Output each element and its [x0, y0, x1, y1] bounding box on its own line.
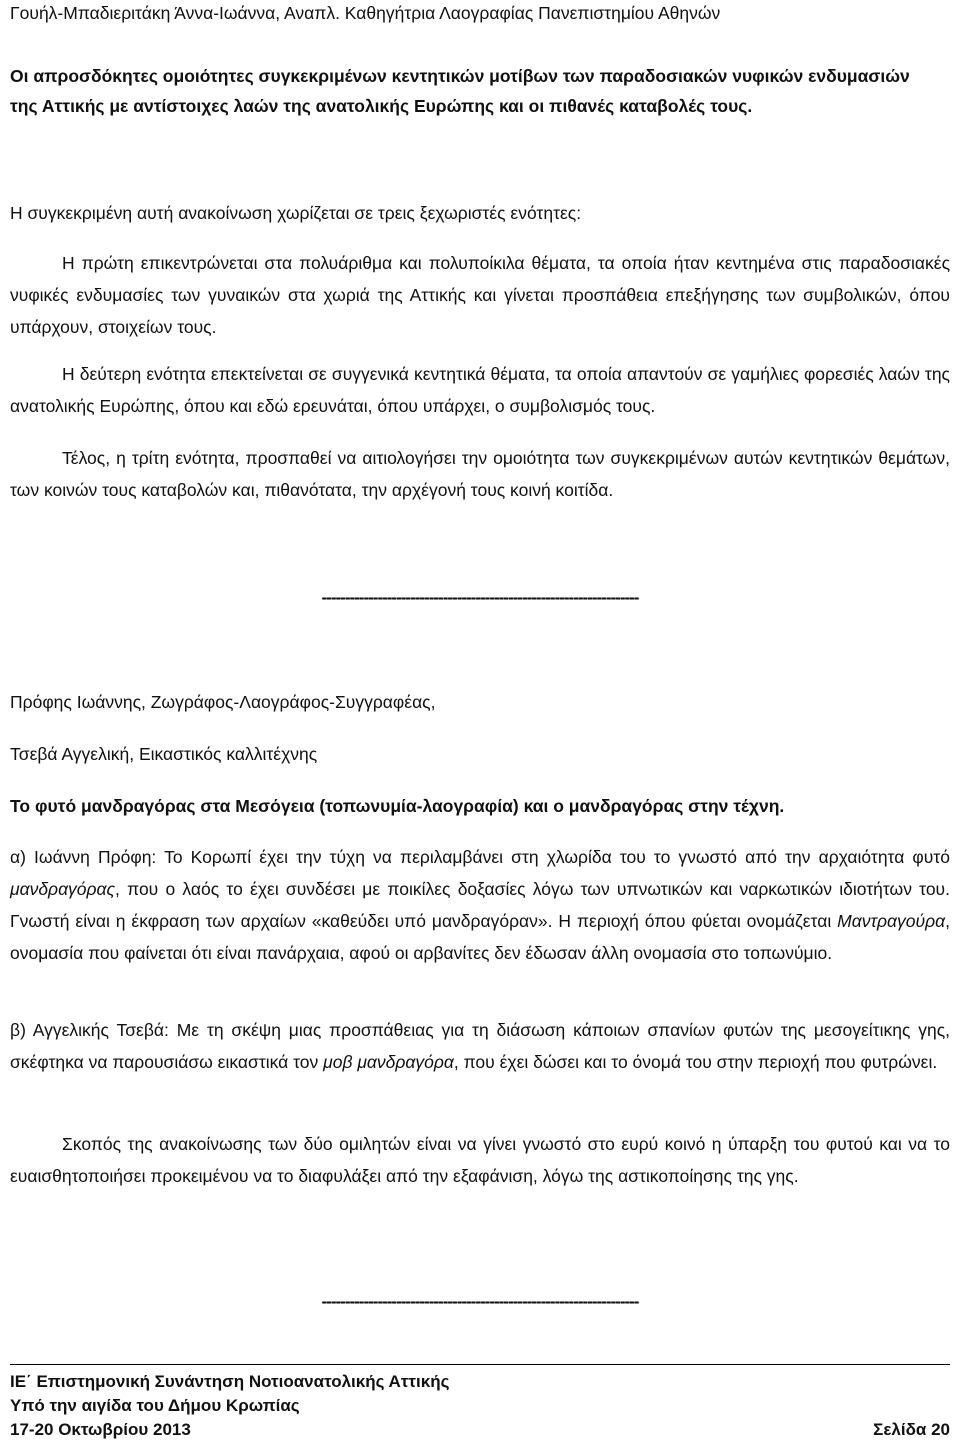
article-2-title: Το φυτό μανδραγόρας στα Μεσόγεια (τοπωνυμία-λαογραφία) και ο μανδραγόρας στην τέχνη.: [10, 796, 785, 816]
footer-patronage: Υπό την αιγίδα του Δήμου Κρωπίας: [10, 1396, 300, 1415]
paragraph-a-italic-1: μανδραγόρας: [10, 879, 116, 899]
footer-date: 17-20 Οκτωβρίου 2013: [10, 1420, 191, 1439]
article-2-paragraph-a: [10, 841, 950, 969]
article-2-author-2: Τσεβά Αγγελική, Εικαστικός καλλιτέχνης: [10, 744, 318, 764]
paragraph-a-text-1: α) Ιωάννη Πρόφη: Το Κορωπί έχει την τύχη να περιλαμβάνει στη χλωρίδα του το γνωστό από την αρχαιότητα φυτό: [10, 847, 950, 867]
article-1-title: Οι απροσδόκητες ομοιότητες συγκεκριμένων κεντητικών μοτίβων των παραδοσιακών νυφικών ενδυμασιών της Αττικής με αντίστοιχες λαών της ανατολικής Ευρώπης και οι πιθανές καταβολές τους.: [10, 66, 910, 116]
footer-event-title: ΙΕ΄ Επιστημονική Συνάντηση Νοτιοανατολικής Αττικής: [10, 1372, 450, 1391]
article-2-paragraph-b: [10, 1014, 950, 1078]
paragraph-b-italic: μοβ μανδραγόρα: [323, 1052, 454, 1072]
paragraph-b-text-2: , που έχει δώσει και το όνομά του στην περιοχή που φυτρώνει.: [453, 1052, 938, 1072]
footer-date-row: [10, 1418, 950, 1442]
article-1-intro: Η συγκεκριμένη αυτή ανακοίνωση χωρίζεται σε τρεις ξεχωριστές ενότητες:: [10, 203, 582, 223]
paragraph-a-text-2: , που ο λαός το έχει συνδέσει με ποικίλες δοξασίες λόγω των υπνωτικών και ναρκωτικών ιδιοτήτων του. Γνωστή είναι η έκφραση των αρχαίων «καθεύδει υπό μανδραγόραν». Η περιοχή όπου φύεται ονομάζεται: [10, 879, 950, 931]
section-separator-2: --------------------------------------------------------------------: [321, 1292, 639, 1311]
footer-rule: [10, 1364, 950, 1365]
footer-page-number: Σελίδα 20: [873, 1420, 950, 1439]
article-2-paragraph-c: Σκοπός της ανακοίνωσης των δύο ομιλητών είναι να γίνει γνωστό στο ευρύ κοινό η ύπαρξη του φυτού και να το ευαισθητοποιήσει προκειμένου να το διαφυλάξει από την εξαφάνιση, λόγω της αστικοποίησης της γης.: [10, 1134, 950, 1186]
article-2-author-1: Πρόφης Ιωάννης, Ζωγράφος-Λαογράφος-Συγγραφέας,: [10, 692, 436, 712]
article-1-paragraph-1: Η πρώτη επικεντρώνεται στα πολυάριθμα και πολυποίκιλα θέματα, τα οποία ήταν κεντημένα στις παραδοσιακές νυφικές ενδυμασίες των γυναικών στα χωριά της Αττικής και γίνεται προσπάθεια επεξήγησης των συμβολικών, όπου υπάρχουν, στοιχείων τους.: [10, 253, 950, 337]
document-page: [10, 0, 950, 1446]
paragraph-b-text-1: β) Αγγελικής Τσεβά: Με τη σκέψη μιας προσπάθειας για τη διάσωση κάποιων σπανίων φυτών της μεσογείτικης γης, σκέφτηκα να παρουσιάσω εικαστικά τον: [10, 1020, 950, 1072]
paragraph-a-text-3: , ονομασία που φαίνεται ότι είναι πανάρχαια, αφού οι αρβανίτες δεν έδωσαν άλλη ονομασία στο τοπωνύμιο.: [10, 911, 950, 963]
article-1-paragraph-2: Η δεύτερη ενότητα επεκτείνεται σε συγγενικά κεντητικά θέματα, τα οποία απαντούν σε γαμήλιες φορεσιές λαών της ανατολικής Ευρώπης, όπου και εδώ ερευνάται, όπου υπάρχει, ο συμβολισμός τους.: [10, 364, 950, 416]
paragraph-a-italic-2: Μαντραγούρα: [837, 911, 946, 931]
article-1-paragraph-3: Τέλος, η τρίτη ενότητα, προσπαθεί να αιτιολογήσει την ομοιότητα των συγκεκριμένων αυτών κεντητικών θεμάτων, των κοινών τους καταβολών και, πιθανότατα, την αρχέγονή τους κοινή κοιτίδα.: [10, 448, 950, 500]
page-footer: [10, 1370, 950, 1442]
section-separator: --------------------------------------------------------------------: [321, 588, 639, 607]
header-author-line: Γουήλ-Μπαδιεριτάκη Άννα-Ιωάννα, Αναπλ. Καθηγήτρια Λαογραφίας Πανεπιστημίου Αθηνών: [10, 3, 721, 23]
